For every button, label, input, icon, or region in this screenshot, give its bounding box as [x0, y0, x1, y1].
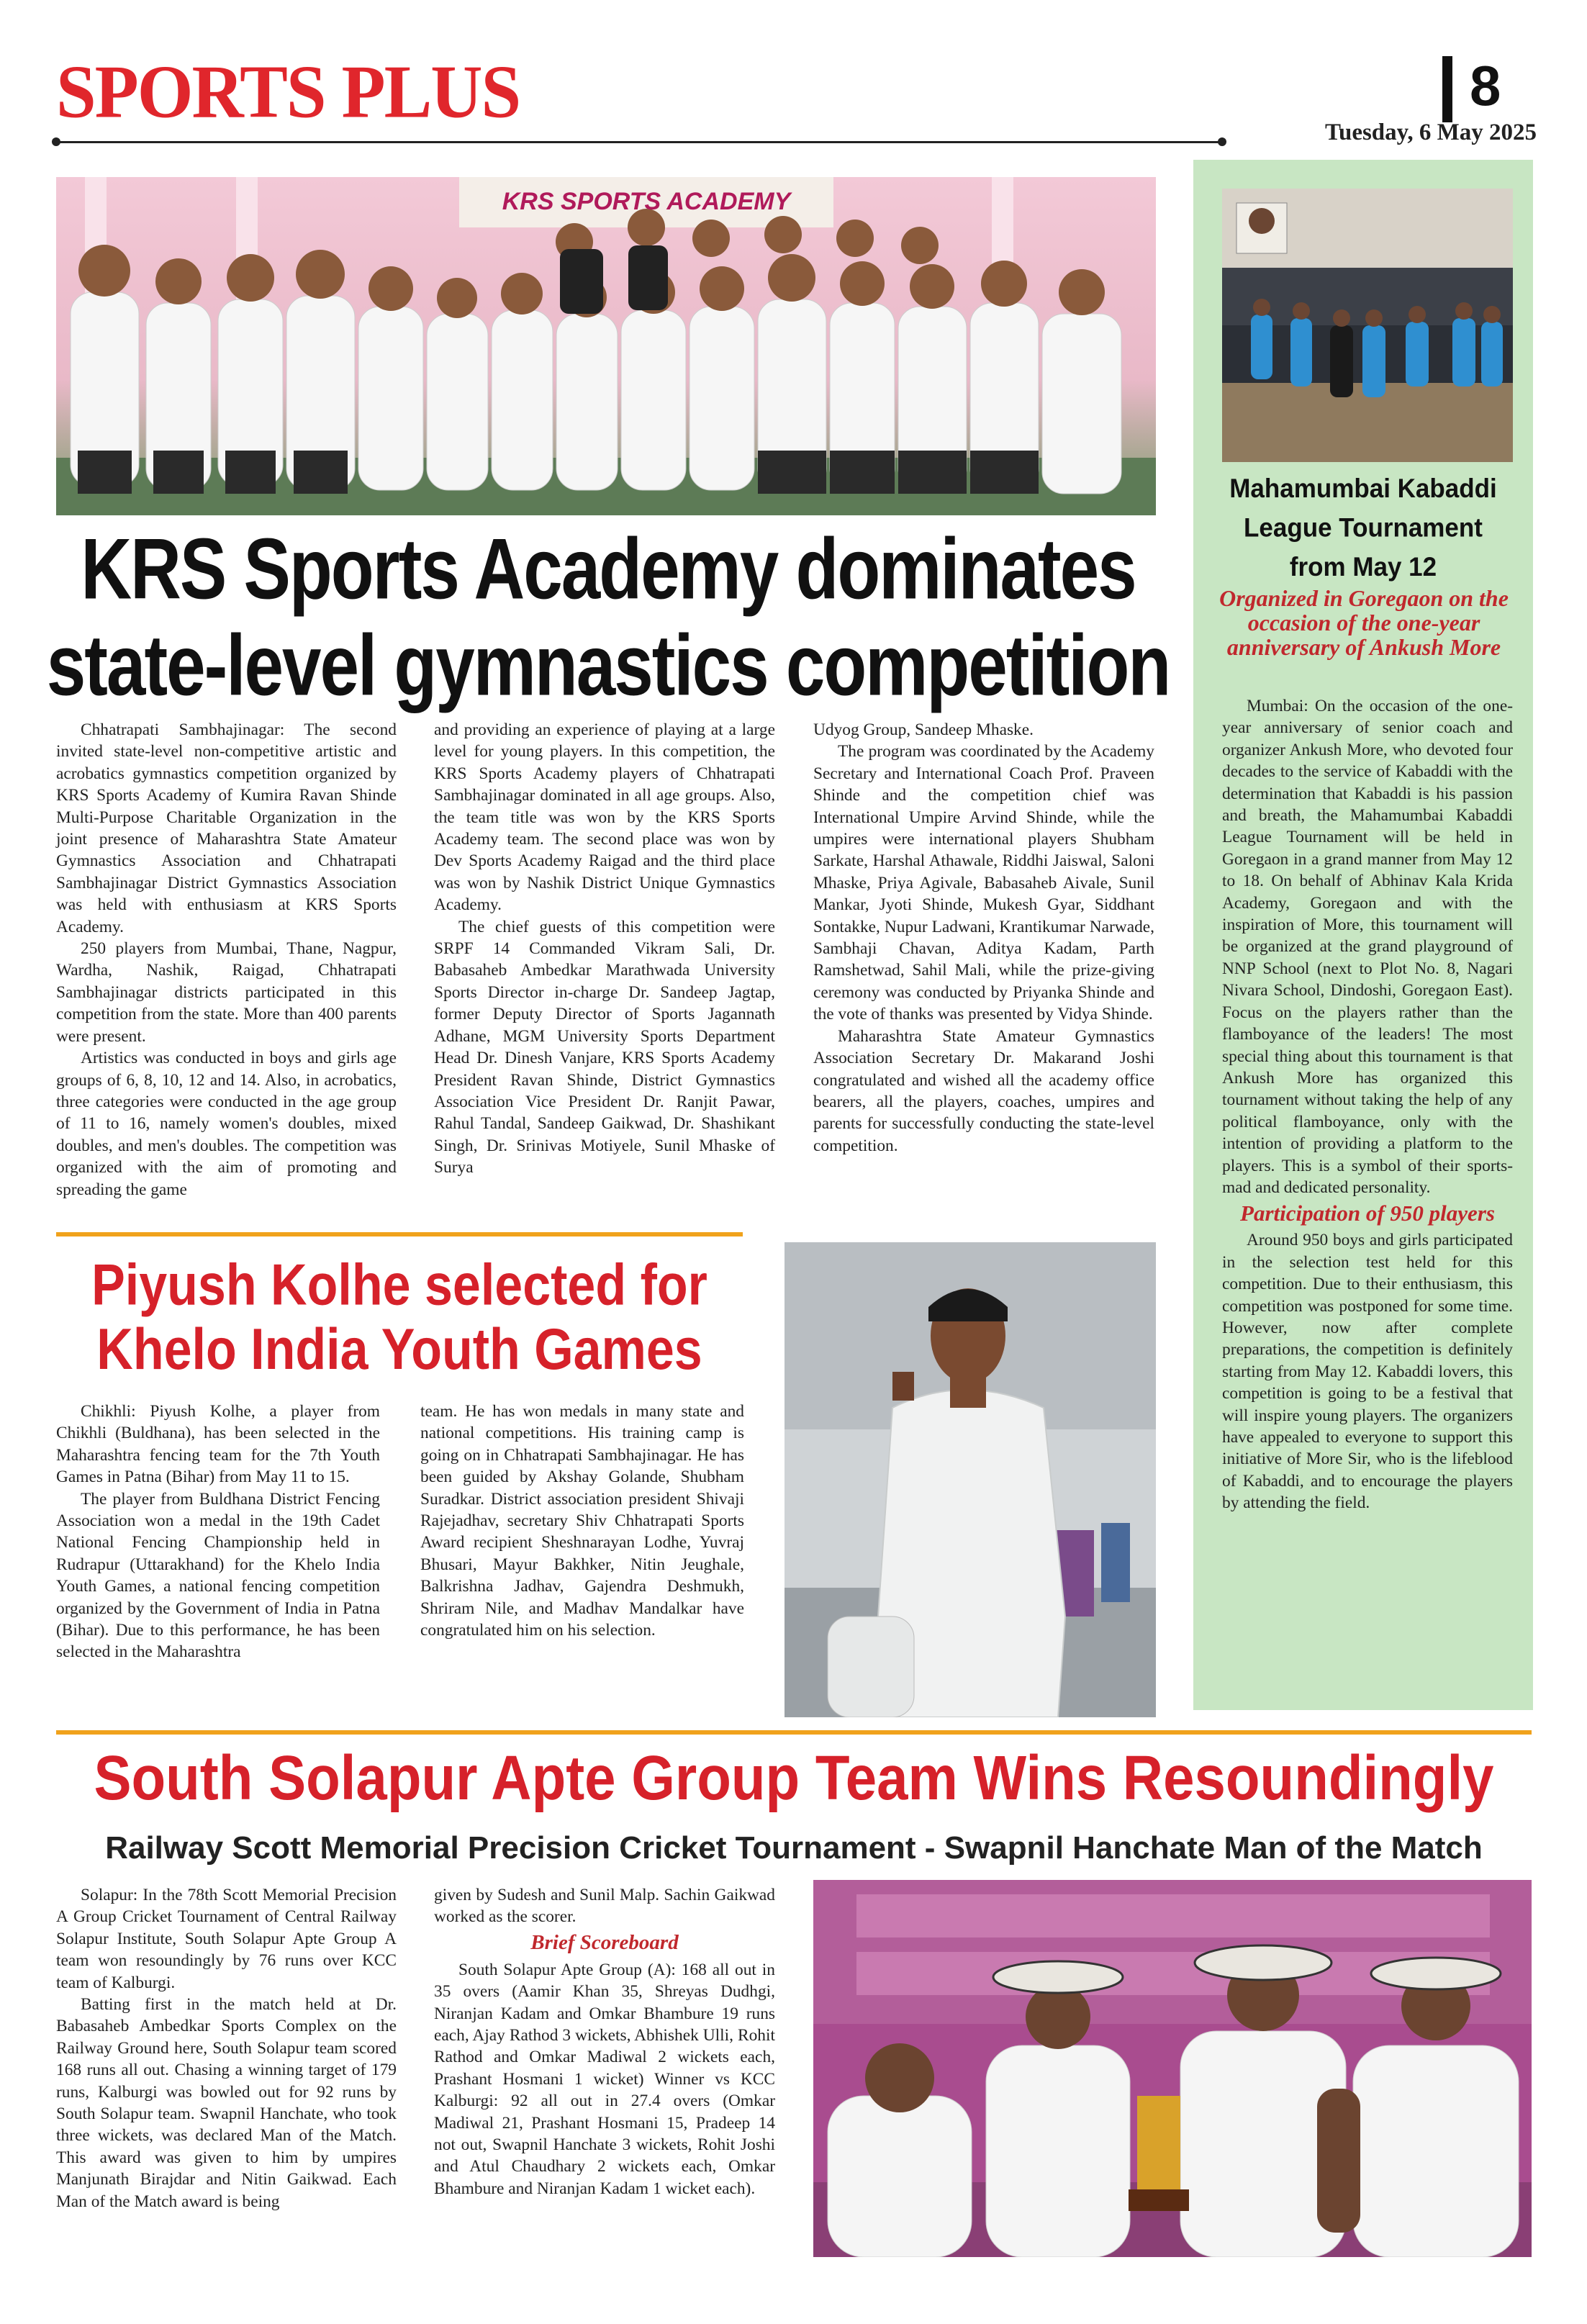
lead-headline-line2: state-level gymnastics competition [46, 616, 1170, 713]
lead-col3-para: The program was coordinated by the Academy Secretary and International Coach Prof. Praveen Shinde and the competition chief was International Umpire Arvind Shinde, while the umpires were international players Shubham Sarkate, Harshal Athawale, Riddhi Jaiswal, Saloni Mhaske, Priya Agivale, Babasaheb Aivale, Sunil Mankar, Jyoti Shinde, Mukesh Gyar, Siddhant Sontakke, Nupur Ladwani, Krantikumar Narwade, Sambhaji Chavan, Aditya Kadam, Parth Ramshetwad, Sahil Mali, while the prize-giving ceremony was conducted by Priyanka Shinde and the vote of thanks was presented by Vidya Shinde. [813, 742, 1154, 1024]
fencing-col1-para: The player from Buldhana District Fencing Association won a medal in the 19th Cadet National Fencing Championship held in Rudrapur (Uttarakhand) for the Khelo India Youth Games, a national fencing competition organized by the Government of India in Patna (Bihar). Due to this performance, he has been selected in the Maharashtra [56, 1489, 380, 1662]
kabaddi-subhead: Organized in Goregaon on the occasion of the one-year anniversary of Ankush More [1219, 585, 1509, 660]
kabaddi-match-photo [1222, 189, 1513, 462]
scoreboard-title: Brief Scoreboard [530, 1930, 679, 1954]
kabaddi-headline-line3: from May 12 [1289, 552, 1437, 582]
fencing-headline [56, 1252, 743, 1382]
kabaddi-para: Mumbai: On the occasion of the one-year anniversary of senior coach and organizer Ankush More, who devoted four decades to the service of Kabaddi with the determination that Kabaddi is his passion and breath, the Mahamumbai Kabaddi League Tournament will be held in Goregaon in a grand manner from May 12 to 18. On behalf of Abhinav Kala Krida Academy, Goregaon and with the inspiration of More, this tournament will be organized at the grand playground of NNP School (next to Plot No. 8, Nagari Nivara School, Dindoshi, Goregaon East). Focus on the players rather than the flamboyance of the leaders! The most special thing about this tournament is that Ankush More has organized this tournament without taking the help of any political flamboyance, only with the intention of providing a platform to the players. This is a symbol of their sports-mad and dedicated personality. [1222, 697, 1513, 1197]
fencer-photo [785, 1242, 1156, 1717]
section-masthead: SPORTS PLUS [56, 50, 520, 134]
photo-banner-text: KRS SPORTS ACADEMY [502, 188, 791, 215]
lead-col3-para: Maharashtra State Amateur Gymnastics Association Secretary Dr. Makarand Joshi congratulated and wished all the academy office bearers, all the players, coaches, umpires and parents for successfully conducting the state-level competition. [813, 1026, 1154, 1155]
kabaddi-para: Around 950 boys and girls participated in the selection test held for this competition. Due to their enthusiasm, this competition was postponed for some time. However, now after complete preparations, the competition is definitely starting from May 12. Kabaddi lovers, this competition is going to be a festival that will inspire young players. The organizers have appealed to everyone to support this initiative of More Sir, who is the lifeblood of Kabaddi, and to encourage the players by attending the field. [1222, 1231, 1513, 1513]
lead-col1-para: 250 players from Mumbai, Thane, Nagpur, Wardha, Nashik, Raigad, Chhatrapati Sambhajinagar districts participated in this competition from the state. More than 400 parents were present. [56, 939, 397, 1046]
page-number: 8 [1470, 54, 1501, 117]
fencing-headline-line2: Khelo India Youth Games [96, 1317, 702, 1382]
lead-col2-para: and providing an experience of playing at a large level for young players. In this competition, the KRS Sports Academy players of Chhatrapati Sambhajinagar dominated in all age groups. Also, the team title was won by the KRS Sports Academy team. The second place was won by Dev Sports Academy Raigad and the third place was won by Nashik District Unique Gymnastics Academy. [434, 720, 775, 915]
cricket-award-photo [813, 1880, 1532, 2257]
lead-column-3 [813, 719, 1154, 1157]
cricket-col2-para: South Solapur Apte Group (A): 168 all out in 35 overs (Aamir Khan 35, Shreyas Dudhgi, Niranjan Kadam and Omkar Bhambure 19 runs each, Ajay Rathod 3 wickets, Abhishek Ulli, Rohit Rathod and Omkar Madiwal 2 wickets each, Prashant Hosmani 1 wicket) Winner vs KCC Kalburgi: 92 all out in 27.4 overs (Omkar Madiwal 21, Prashant Hosmani 15, Pradeep 14 not out, Swapnil Hanchate 3 wickets, Rohit Joshi and Atul Chaudhary 2 wickets each, Omkar Bhambure and Niranjan Kadam 1 wicket each). [434, 1960, 775, 2198]
kabaddi-body [1222, 695, 1513, 1514]
header-rule [56, 141, 1222, 143]
lead-headline [43, 521, 1173, 714]
lead-column-2 [434, 719, 775, 1179]
cricket-headline: South Solapur Apte Group Team Wins Resoundingly [94, 1742, 1494, 1813]
cricket-col2-intro: given by Sudesh and Sunil Malp. Sachin Gaikwad worked as the scorer. [434, 1886, 775, 1927]
kabaddi-subhead-2: Participation of 950 players [1240, 1201, 1495, 1226]
gymnastics-group-photo [56, 177, 1156, 515]
fencing-column-2 [420, 1401, 744, 1641]
lead-column-1 [56, 719, 397, 1201]
cricket-column-2 [434, 1884, 775, 2199]
lead-col1-para: Chhatrapati Sambhajinagar: The second invited state-level non-competitive artistic and acrobatics gymnastics competition organized by KRS Sports Academy of Kumira Ravan Shinde Multi-Purpose Charitable Organization in the joint presence of Maharashtra State Amateur Gymnastics Association and Chhatrapati Sambhajinagar District Gymnastics Association was held with enthusiasm at KRS Sports Academy. [56, 720, 397, 936]
cricket-subheadline: Railway Scott Memorial Precision Cricket Tournament - Swapnil Hanchate Man of the Match [105, 1830, 1483, 1866]
kabaddi-headline [1203, 469, 1523, 587]
fencing-column-1 [56, 1401, 380, 1663]
lead-col3-para: Udyog Group, Sandeep Mhaske. [813, 720, 1034, 739]
lead-col1-para: Artistics was conducted in boys and girls age groups of 6, 8, 10, 12 and 14. Also, in acrobatics, three categories were conducted in the age group of 11 to 16, namely women's doubles, mixed doubles, and men's doubles. The competition was organized with the aim of promoting and spreading the game [56, 1049, 397, 1199]
fencing-col2-para: team. He has won medals in many state and national competitions. His training camp is going on in Chhatrapati Sambhajinagar. He has been guided by Akshay Golande, Shubham Suradkar. District association president Shivaji Rajejadhav, secretary Shiv Chhatrapati Sports Award recipient Sheshnarayan Lodhe, Yuvraj Bhusari, Mayur Bakhker, Nitin Jeughale, Balkrishna Jadhav, Gajendra Deshmukh, Shriram Nile, and Madhav Mandalkar have congratulated him on his selection. [420, 1402, 744, 1640]
page-number-bar [1442, 56, 1452, 122]
kabaddi-headline-line1: Mahamumbai Kabaddi [1229, 474, 1497, 504]
fencing-headline-line1: Piyush Kolhe selected for [91, 1252, 707, 1317]
kabaddi-headline-line2: League Tournament [1244, 512, 1483, 543]
section-divider [56, 1730, 1532, 1735]
lead-headline-line1: KRS Sports Academy dominates [81, 520, 1136, 617]
section-divider [56, 1232, 743, 1236]
cricket-column-1 [56, 1884, 397, 2212]
issue-date: Tuesday, 6 May 2025 [1324, 119, 1537, 145]
cricket-col1-para: Solapur: In the 78th Scott Memorial Precision A Group Cricket Tournament of Central Railway Solapur Institute, South Solapur Apte Group A team won resoundingly by 76 runs over KCC team of Kalburgi. [56, 1886, 397, 1992]
lead-col2-para: The chief guests of this competition were SRPF 14 Commanded Vikram Sali, Dr. Babasaheb Ambedkar Marathwada University Sports Director in-charge Dr. Sandeep Jagtap, former Deputy Director of Sports Jagannath Adhane, MGM University Sports Department Head Dr. Dinesh Vanjare, KRS Sports Academy President Ravan Shinde, District Gymnastics Association Vice President Dr. Ranjit Pawar, Rahul Tandal, Sandeep Gaikwad, Dr. Shashikant Singh, Dr. Srinivas Motiyele, Sunil Mhaske of Surya [434, 917, 775, 1177]
cricket-col1-para: Batting first in the match held at Dr. Babasaheb Ambedkar Sports Complex on the Railway Ground here, South Solapur team scored 168 runs all out. Chasing a winning target of 179 runs, Kalburgi was bowled out for 92 runs by South Solapur team. Swapnil Hanchate, who took three wickets, was declared Man of the Match. This award was given to him by umpires Manjunath Birajdar and Nitin Gaikwad. Each Man of the Match award is being [56, 1995, 397, 2211]
fencing-col1-para: Chikhli: Piyush Kolhe, a player from Chikhli (Buldhana), has been selected in the Maharashtra fencing team for the 7th Youth Games in Patna (Bihar) from May 11 to 15. [56, 1402, 380, 1487]
